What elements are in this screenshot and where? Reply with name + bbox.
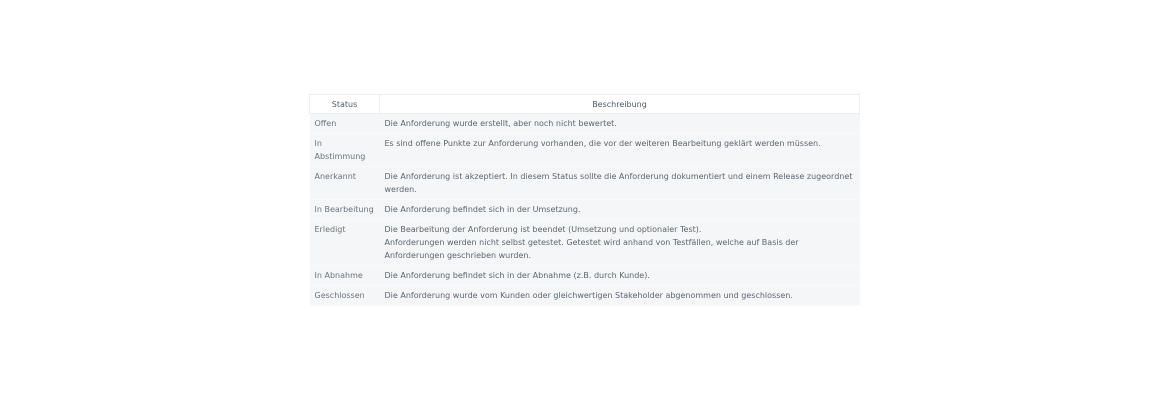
- header-row: [310, 95, 860, 114]
- status-cell: Offen: [310, 114, 380, 134]
- description-cell: [380, 134, 860, 167]
- status-cell: Anerkannt: [310, 167, 380, 200]
- header-description: Beschreibung: [380, 95, 860, 114]
- description-line: Die Anforderung wurde erstellt, aber noch nicht bewertet.: [384, 119, 617, 128]
- header-status: Status: [310, 95, 380, 114]
- table-row: [310, 134, 860, 167]
- table-row: [310, 167, 860, 200]
- description-cell: [380, 167, 860, 200]
- description-line: Anforderungen werden nicht selbst getestet. Getestet wird anhand von Testfällen, welche auf Basis der Anforderungen geschrieben wurden.: [384, 238, 799, 260]
- description-line: Die Anforderung wurde vom Kunden oder gleichwertigen Stakeholder abgenommen und geschlossen.: [384, 291, 793, 300]
- status-cell: In Abnahme: [310, 266, 380, 286]
- description-cell: [380, 200, 860, 220]
- status-cell: In Abstimmung: [310, 134, 380, 167]
- status-cell: Geschlossen: [310, 286, 380, 306]
- description-line: Es sind offene Punkte zur Anforderung vorhanden, die vor der weiteren Bearbeitung geklärt werden müssen.: [384, 139, 821, 148]
- status-table: [309, 94, 860, 306]
- table-row: [310, 266, 860, 286]
- status-cell: In Bearbeitung: [310, 200, 380, 220]
- table-header: [310, 95, 860, 114]
- description-line: Die Bearbeitung der Anforderung ist beendet (Umsetzung und optionaler Test).: [384, 225, 702, 234]
- table-row: [310, 114, 860, 134]
- table-row: [310, 220, 860, 266]
- table-row: [310, 286, 860, 306]
- description-cell: [380, 114, 860, 134]
- description-cell: [380, 266, 860, 286]
- description-cell: [380, 220, 860, 266]
- description-cell: [380, 286, 860, 306]
- status-cell: Erledigt: [310, 220, 380, 266]
- status-table-container: [309, 94, 859, 306]
- description-line: Die Anforderung befindet sich in der Umsetzung.: [384, 205, 581, 214]
- description-line: Die Anforderung befindet sich in der Abnahme (z.B. durch Kunde).: [384, 271, 650, 280]
- table-row: [310, 200, 860, 220]
- table-body: [310, 114, 860, 306]
- description-line: Die Anforderung ist akzeptiert. In diesem Status sollte die Anforderung dokumentiert und einem Release zugeordnet werden.: [384, 172, 853, 194]
